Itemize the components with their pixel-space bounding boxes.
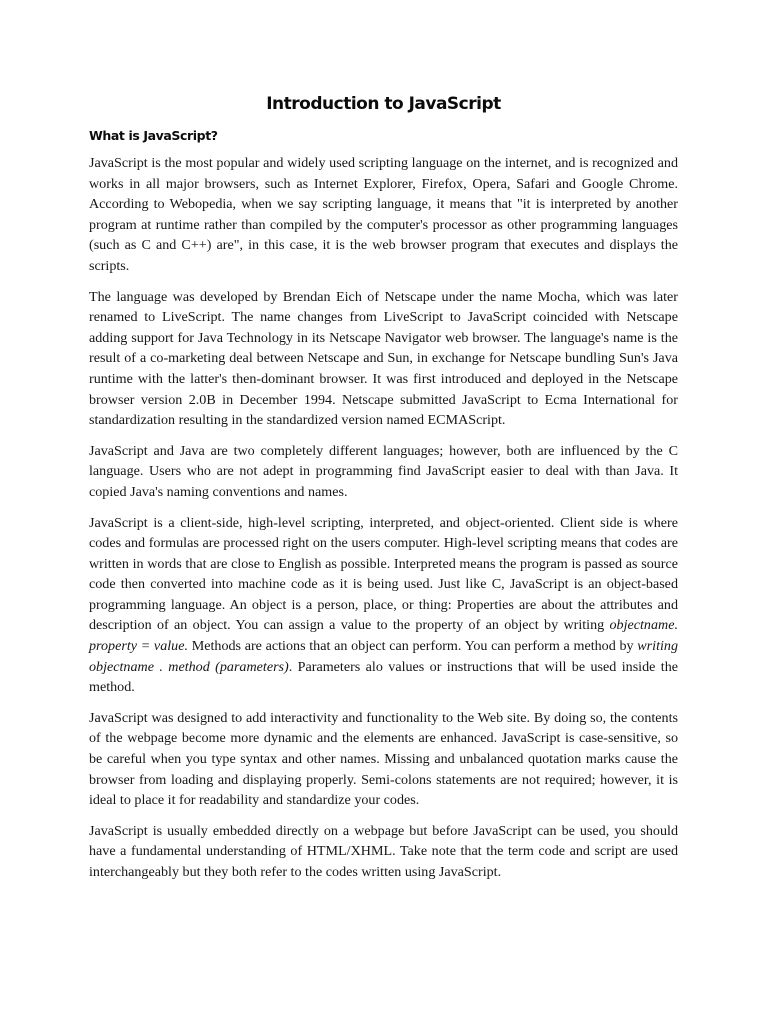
- paragraph-1: JavaScript is the most popular and widely used scripting language on the internet, and is recognized and works in all major browsers, such as Internet Explorer, Firefox, Opera, Safari and Google Chrome. According to Webopedia, when we say scripting language, it means that "it is interpreted by another program at runtime rather than compiled by the computer's processor as other programming languages (such as C and C++) are", in this case, it is the web browser program that executes and displays the scripts.: [89, 155, 678, 274]
- paragraph-4: [89, 513, 678, 698]
- document-content: [89, 94, 678, 893]
- paragraph-4-text-1: JavaScript is a client-side, high-level scripting, interpreted, and object-oriented. Client side is where codes and formulas are processed right on the users computer. High-level scripting means that codes are written in words that are close to English as possible. Interpreted means the program is passed as source code then converted into machine code as it is being used. Just like C, JavaScript is an object-based programming language. An object is a person, place, or thing: Properties are about the attributes and description of an object. You can assign a value to the property of an object by writing: [89, 514, 678, 634]
- paragraph-5: JavaScript was designed to add interactivity and functionality to the Web site. By doing so, the contents of the webpage become more dynamic and the elements are enhanced. JavaScript is case-sensitive, so be careful when you type syntax and other names. Missing and unbalanced quotation marks cause the browser from loading and displaying properly. Semi-colons statements are not required; however, it is ideal to place it for readability and standardize your codes.: [89, 709, 678, 809]
- paragraph-2: The language was developed by Brendan Eich of Netscape under the name Mocha, which was later renamed to LiveScript. The name changes from LiveScript to JavaScript coincided with Netscape adding support for Java Technology in its Netscape Navigator web browser. The language's name is the result of a co-marketing deal between Netscape and Sun, in exchange for Netscape bundling Sun's Java runtime with the latter's then-dominant browser. It was first introduced and deployed in the Netscape browser version 2.0B in December 1994. Netscape submitted JavaScript to Ecma International for standardization resulting in the standardized version named ECMAScript.: [89, 288, 678, 429]
- section-heading: What is JavaScript?: [89, 128, 218, 143]
- document-title: Introduction to JavaScript: [266, 94, 501, 114]
- paragraph-4-text-2: Methods are actions that an object can perform. You can perform a method by: [187, 638, 638, 655]
- paragraph-4-italic-method: writing objectname . method (parameters): [89, 638, 678, 675]
- paragraph-6: JavaScript is usually embedded directly on a webpage but before JavaScript can be used, you should have a fundamental understanding of HTML/XHML. Take note that the term code and script are used interchangeably but they both refer to the codes written using JavaScript.: [89, 822, 678, 880]
- paragraph-3: JavaScript and Java are two completely different languages; however, both are influenced by the C language. Users who are not adept in programming find JavaScript easier to deal with than Java. It copied Java's naming conventions and names.: [89, 442, 678, 500]
- paragraph-4-text-3: . Parameters alo values or instructions that will be used inside the method.: [89, 658, 679, 696]
- paragraph-4-italic-property: objectname. property = value.: [89, 617, 678, 655]
